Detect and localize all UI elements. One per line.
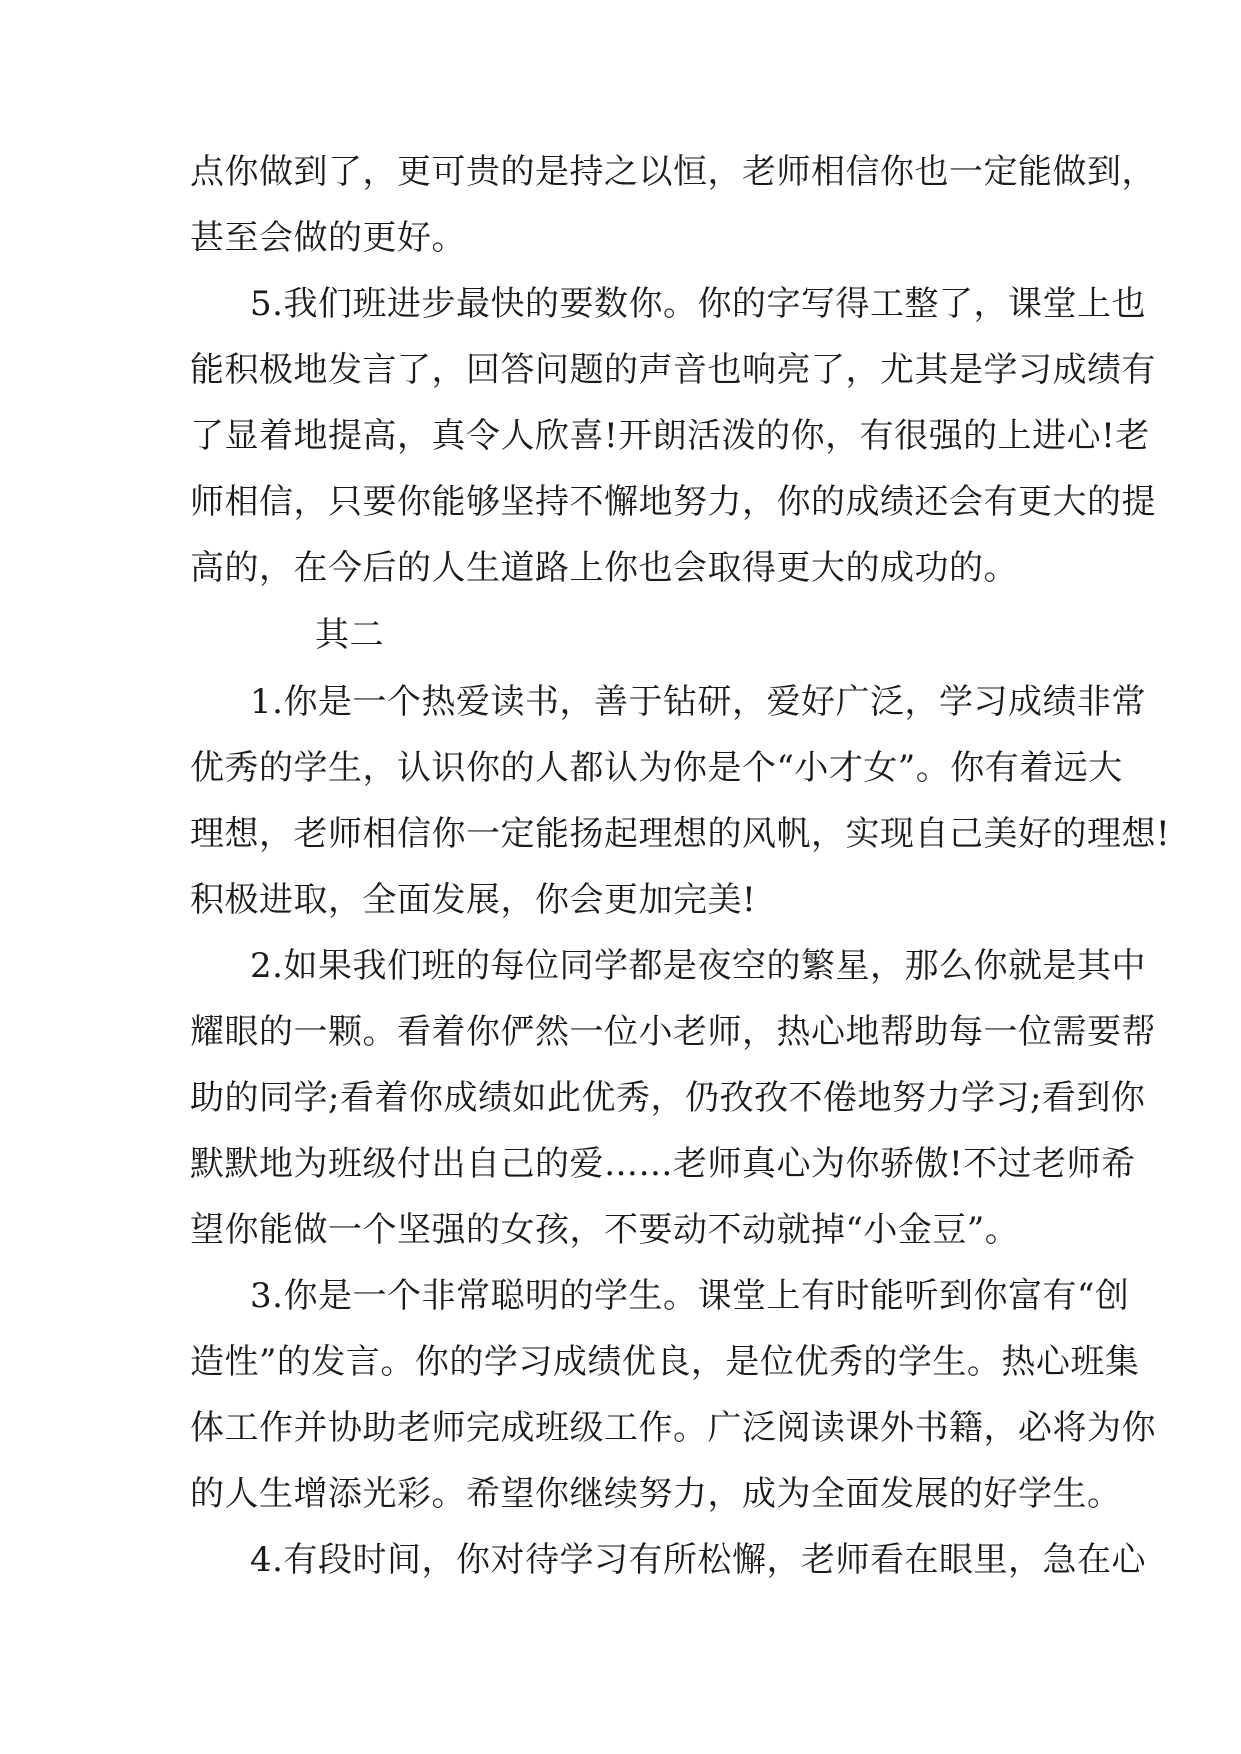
paragraph-line: 师相信，只要你能够坚持不懈地努力，你的成绩还会有更大的提 (190, 482, 1156, 522)
paragraph-line: 了显着地提高，真令人欣喜!开朗活泼的你，有很强的上进心!老 (190, 416, 1150, 456)
paragraph-line: 3.你是一个非常聪明的学生。课堂上有时能听到你富有“创 (250, 1276, 1130, 1316)
paragraph-line: 默默地为班级付出自己的爱……老师真心为你骄傲!不过老师希 (190, 1144, 1136, 1184)
paragraph-line: 望你能做一个坚强的女孩，不要动不动就掉“小金豆”。 (190, 1210, 1020, 1250)
paragraph-line: 积极进取，全面发展，你会更加完美! (190, 880, 757, 920)
paragraph-line: 的人生增添光彩。希望你继续努力，成为全面发展的好学生。 (190, 1474, 1122, 1514)
paragraph-line: 助的同学;看着你成绩如此优秀，仍孜孜不倦地努力学习;看到你 (190, 1078, 1146, 1118)
paragraph-line: 2.如果我们班的每位同学都是夜空的繁星，那么你就是其中 (250, 946, 1146, 986)
paragraph-line: 点你做到了，更可贵的是持之以恒，老师相信你也一定能做到， (190, 152, 1156, 192)
paragraph-line: 能积极地发言了，回答问题的声音也响亮了，尤其是学习成绩有 (190, 350, 1156, 390)
paragraph-line: 4.有段时间，你对待学习有所松懈，老师看在眼里，急在心 (250, 1540, 1146, 1580)
paragraph-line: 1.你是一个热爱读书，善于钻研，爱好广泛，学习成绩非常 (250, 682, 1146, 722)
paragraph-line: 体工作并协助老师完成班级工作。广泛阅读课外书籍，必将为你 (190, 1408, 1156, 1448)
paragraph-line: 理想，老师相信你一定能扬起理想的风帆，实现自己美好的理想! (190, 814, 1171, 854)
paragraph-line: 耀眼的一颗。看着你俨然一位小老师，热心地帮助每一位需要帮 (190, 1012, 1156, 1052)
paragraph-line: 高的，在今后的人生道路上你也会取得更大的成功的。 (190, 548, 1018, 588)
paragraph-line: 优秀的学生，认识你的人都认为你是个“小才女”。你有着远大 (190, 748, 1123, 788)
paragraph-line: 5.我们班进步最快的要数你。你的字写得工整了，课堂上也 (250, 284, 1146, 324)
section-heading: 其二 (315, 615, 384, 655)
paragraph-line: 甚至会做的更好。 (190, 218, 466, 258)
paragraph-line: 造性”的发言。你的学习成绩优良，是位优秀的学生。热心班集 (190, 1342, 1140, 1382)
